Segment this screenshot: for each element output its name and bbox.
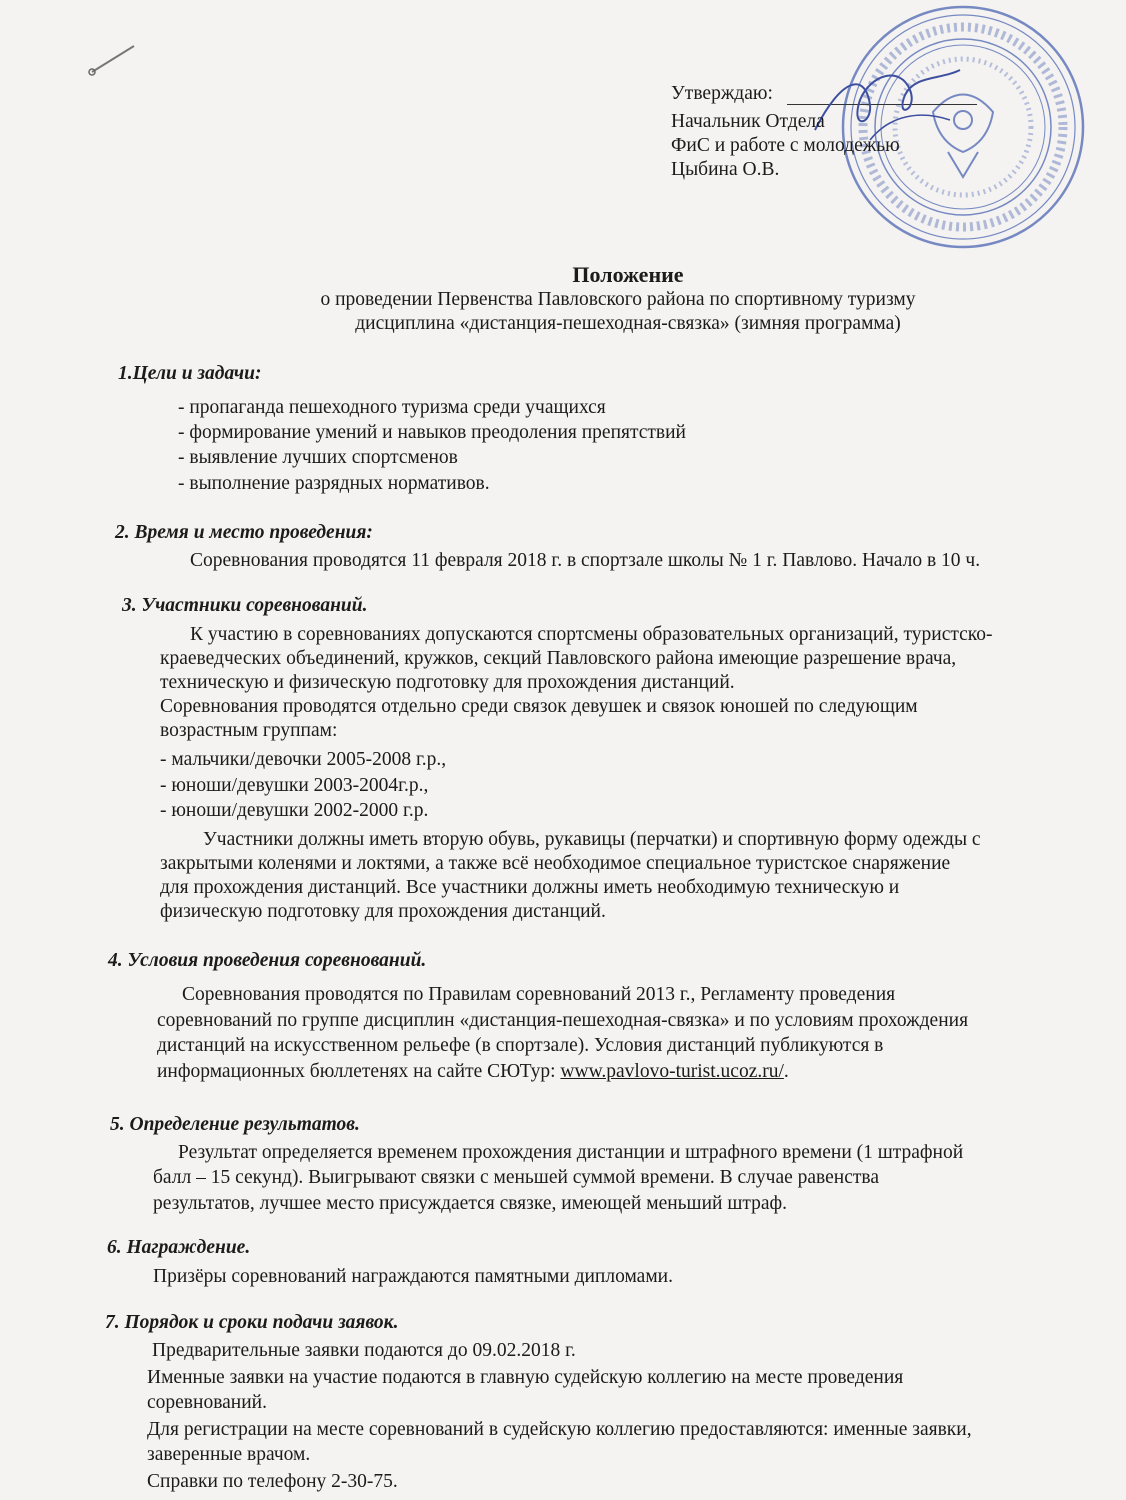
- approval-label: Утверждаю:: [671, 83, 773, 104]
- paragraph-line: Именные заявки на участие подаются в главную судейскую коллегию на месте проведения: [147, 1367, 904, 1388]
- paragraph-line: дистанций на искусственном рельефе (в спортзале). Условия дистанций публикуются в: [157, 1035, 884, 1056]
- paragraph-line: Участники должны иметь вторую обувь, рукавицы (перчатки) и спортивную форму одежды с: [203, 829, 981, 850]
- list-item: - формирование умений и навыков преодоления препятствий: [178, 422, 686, 443]
- section-heading-results: 5. Определение результатов.: [110, 1114, 360, 1135]
- paragraph-line: Предварительные заявки подаются до 09.02.2018 г.: [152, 1340, 576, 1361]
- paragraph-line: балл – 15 секунд). Выигрывают связки с меньшей суммой времени. В случае равенства: [153, 1167, 880, 1188]
- section-heading-conditions: 4. Условия проведения соревнований.: [108, 950, 427, 971]
- paragraph-line: Соревнования проводятся отдельно среди связок девушек и связок юношей по следующим: [160, 696, 918, 717]
- paragraph-line: техническую и физическую подготовку для прохождения дистанций.: [160, 672, 735, 693]
- paragraph-line: соревнований.: [147, 1392, 267, 1413]
- section-heading-time-place: 2. Время и место проведения:: [115, 522, 373, 543]
- paragraph-text: .: [783, 1061, 789, 1082]
- section-heading-applications: 7. Порядок и сроки подачи заявок.: [105, 1312, 399, 1333]
- time-place-text: Соревнования проводятся 11 февраля 2018 г. в спортзале школы № 1 г. Павлово. Начало в 10 ч.: [190, 550, 981, 571]
- list-item: - выявление лучших спортсменов: [178, 447, 458, 468]
- paragraph-line: возрастным группам:: [160, 720, 338, 741]
- paragraph-line: Для регистрации на месте соревнований в судейскую коллегию предоставляются: именные заявки,: [147, 1419, 972, 1440]
- paragraph-line: К участию в соревнованиях допускаются спортсмены образовательных организаций, туристско-: [190, 624, 993, 645]
- list-item: - выполнение разрядных нормативов.: [178, 473, 490, 494]
- paragraph-line: [157, 1060, 789, 1084]
- phone-info: Справки по телефону 2-30-75.: [147, 1471, 398, 1492]
- staple-pin-icon: [88, 42, 138, 78]
- section-heading-goals: 1.Цели и задачи:: [118, 363, 262, 384]
- list-item: - юноши/девушки 2002-2000 г.р.: [160, 800, 429, 821]
- list-item: - пропаганда пешеходного туризма среди учащихся: [178, 397, 606, 418]
- list-item: - мальчики/девочки 2005-2008 г.р.,: [160, 749, 447, 770]
- paragraph-line: соревнований по группе дисциплин «дистанция-пешеходная-связка» и по условиям прохождения: [157, 1010, 969, 1031]
- paragraph-line: Результат определяется временем прохождения дистанции и штрафного времени (1 штрафной: [178, 1142, 964, 1163]
- paragraph-line: физическую подготовку для прохождения дистанций.: [160, 901, 606, 922]
- section-heading-participants: 3. Участники соревнований.: [122, 595, 368, 616]
- document-subtitle-2: дисциплина «дистанция-пешеходная-связка» (зимняя программа): [355, 313, 901, 334]
- list-item: - юноши/девушки 2003-2004г.р.,: [160, 775, 429, 796]
- paragraph-text: информационных бюллетенях на сайте СЮТур:: [157, 1061, 561, 1082]
- paragraph-line: Соревнования проводятся по Правилам соревнований 2013 г., Регламенту проведения: [182, 984, 896, 1005]
- paragraph-line: результатов, лучшее место присуждается связке, имеющей меньший штраф.: [153, 1193, 788, 1214]
- paragraph-line: заверенные врачом.: [147, 1444, 311, 1465]
- paragraph-line: краеведческих объединений, кружков, секций Павловского района имеющие разрешение врача,: [160, 648, 957, 669]
- document-subtitle-1: о проведении Первенства Павловского района по спортивному туризму: [320, 289, 916, 310]
- paragraph-line: закрытыми коленями и локтями, а также всё необходимое специальное туристское снаряжение: [160, 853, 951, 874]
- paragraph-line: для прохождения дистанций. Все участники должны иметь необходимую техническую и: [160, 877, 900, 898]
- section-heading-awards: 6. Награждение.: [107, 1237, 251, 1258]
- document-title: Положение: [572, 262, 684, 287]
- approval-department: ФиС и работе с молодежью: [671, 135, 900, 156]
- approval-position: Начальник Отдела: [671, 111, 825, 132]
- approval-name: Цыбина О.В.: [671, 159, 780, 180]
- awards-text: Призёры соревнований награждаются памятными дипломами.: [153, 1266, 673, 1287]
- website-link[interactable]: www.pavlovo-turist.ucoz.ru/: [560, 1061, 784, 1082]
